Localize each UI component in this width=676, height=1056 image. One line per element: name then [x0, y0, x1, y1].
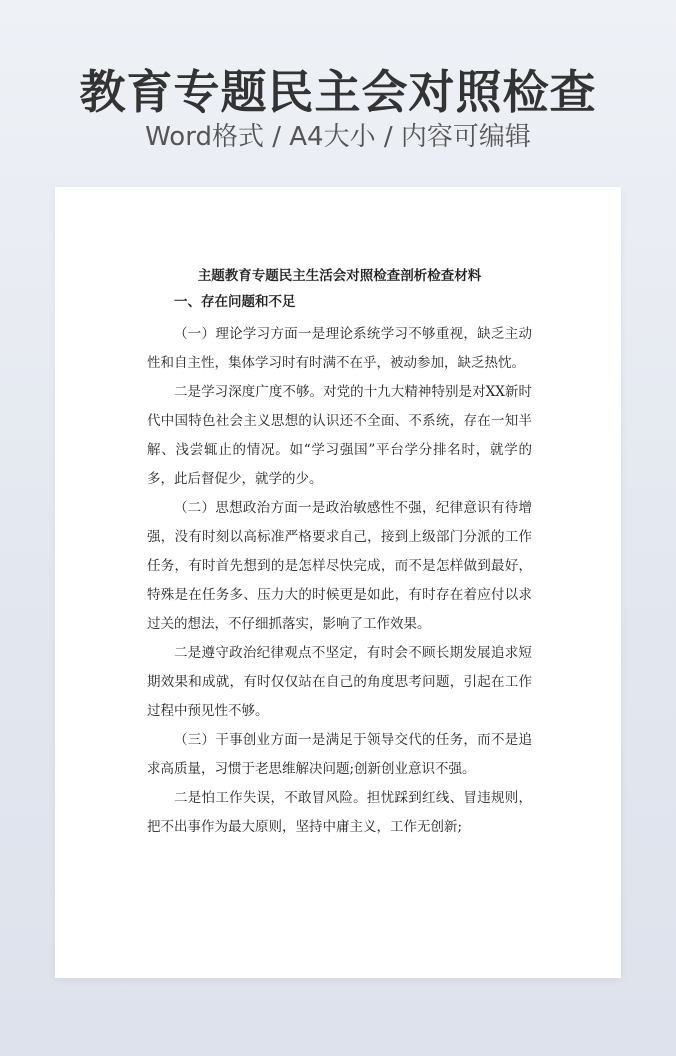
document-body	[147, 266, 532, 842]
paragraph-theory-study-2: 二是学习深度广度不够。对党的十九大精神特别是对XX新时代中国特色社会主义思想的认识还不全面、不系统，存在一知半解、浅尝辄止的情况。如“学习强国”平台学分排名时，就学的多，此后督促少，就学的少。	[147, 384, 532, 487]
paragraph-political-1: （二）思想政治方面一是政治敏感性不强，纪律意识有待增强，没有时刻以高标准严格要求自己，接到上级部门分派的工作任务，有时首先想到的是怎样尽快完成，而不是怎样做到最好，特殊是在任务多、压力大的时候更是如此，有时存在着应付以求过关的想法，不仔细抓落实，影响了工作效果。	[147, 500, 532, 632]
section-heading: 一、存在问题和不足	[174, 294, 296, 310]
banner-title: 教育专题民主会对照检查	[79, 65, 597, 119]
paragraph-political-2: 二是遵守政治纪律观点不坚定，有时会不顾长期发展追求短期效果和成就，有时仅仅站在自己的角度思考问题，引起在工作过程中预见性不够。	[147, 645, 532, 719]
paragraph-entrepreneurship-1: （三）干事创业方面一是满足于领导交代的任务，而不是追求高质量，习惯于老思维解决问题;创新创业意识不强。	[147, 732, 532, 777]
document-page	[55, 187, 621, 978]
banner-subtitle: Word格式 / A4大小 / 内容可编辑	[145, 122, 531, 152]
paragraph-theory-study-1: （一）理论学习方面一是理论系统学习不够重视，缺乏主动性和自主性，集体学习时有时满不在乎，被动参加，缺乏热忱。	[147, 326, 532, 371]
document-title: 主题教育专题民主生活会对照检查剖析检查材料	[197, 268, 482, 284]
paragraph-entrepreneurship-2: 二是怕工作失误，不敢冒风险。担忧踩到红线、冒违规则，把不出事作为最大原则，坚持中庸主义，工作无创新;	[147, 790, 532, 835]
